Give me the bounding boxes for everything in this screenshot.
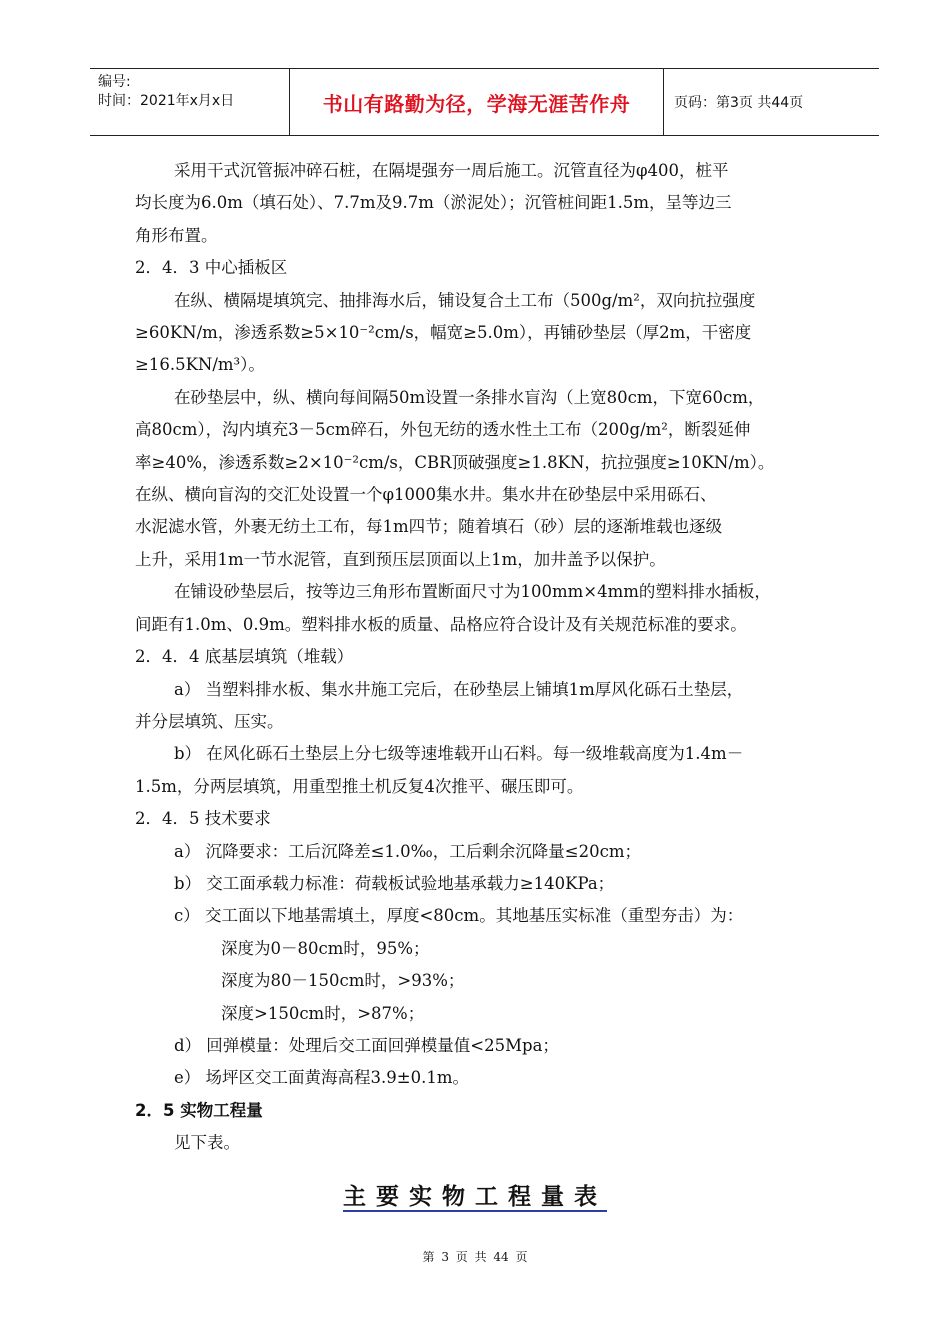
- paragraph-line: 在纵、横向盲沟的交汇处设置一个φ1000集水井。集水井在砂垫层中采用砾石、: [135, 485, 717, 505]
- paragraph-line: 率≥40%，渗透系数≥2×10⁻²cm/s，CBR顶破强度≥1.8KN，抗拉强度≥10KN/m）。: [135, 452, 775, 472]
- paragraph-line: 深度为80－150cm时，>93%；: [221, 971, 465, 991]
- page-footer: 第 3 页 共 44 页: [422, 1250, 528, 1264]
- paragraph-line: 见下表。: [174, 1133, 240, 1153]
- table-title: [0, 1178, 950, 1211]
- paragraph-line: b） 交工面承载力标准：荷载板试验地基承载力≥140KPa；: [174, 873, 615, 893]
- page-header: [90, 68, 879, 136]
- time-label: 时间：2021年x月x日: [98, 93, 235, 109]
- paragraph-line: 高80cm），沟内填充3－5cm碎石，外包无纺的透水性土工布（200g/m²，断裂延伸: [135, 420, 751, 440]
- paragraph-line: ≥16.5KN/m³）。: [135, 355, 265, 375]
- paragraph-line: 采用干式沉管振冲碎石桩，在隔堤强夯一周后施工。沉管直径为φ400，桩平: [174, 161, 729, 180]
- paragraph-line: 在铺设砂垫层后，按等边三角形布置断面尺寸为100mm×4mm的塑料排水插板，: [174, 582, 771, 602]
- paragraph-line: c） 交工面以下地基需填土，厚度<80cm。其地基压实标准（重型夯击）为：: [174, 906, 744, 926]
- paragraph-line: 在砂垫层中，纵、横向每间隔50m设置一条排水盲沟（上宽80cm，下宽60cm，: [174, 387, 765, 407]
- table-title-text: 主要实物工程量表: [343, 1184, 607, 1210]
- paragraph-line: 间距有1.0m、0.9m。塑料排水板的质量、品格应符合设计及有关规范标准的要求。: [135, 614, 747, 634]
- paragraph-line: b） 在风化砾石土垫层上分七级等速堆载开山石料。每一级堆载高度为1.4m－: [174, 744, 744, 764]
- paragraph-line: 1.5m，分两层填筑，用重型推土机反复4次推平、碾压即可。: [135, 776, 584, 796]
- paragraph-line: a） 当塑料排水板、集水井施工完后，在砂垫层上铺填1m厚风化砾石土垫层，: [174, 679, 744, 699]
- paragraph-line: d） 回弹模量：处理后交工面回弹模量值<25Mpa；: [174, 1035, 559, 1055]
- paragraph-line: 在纵、横隔堤填筑完、抽排海水后，铺设复合土工布（500g/m²，双向抗拉强度: [174, 290, 756, 310]
- header-page-info: 页码：第3页 共44页: [674, 95, 804, 111]
- paragraph-line: 水泥滤水管，外裹无纺土工布，每1m四节；随着填石（砂）层的逐渐堆载也逐级: [135, 517, 723, 537]
- paragraph-line: ≥60KN/m，渗透系数≥5×10⁻²cm/s，幅宽≥5.0m），再铺砂垫层（厚2m，干密度: [135, 323, 752, 343]
- paragraph-line: 上升，采用1m一节水泥管，直到预压层顶面以上1m，加井盖予以保护。: [135, 549, 666, 569]
- document-body: [135, 155, 845, 1160]
- paragraph-line: e） 场坪区交工面黄海高程3.9±0.1m。: [174, 1068, 469, 1088]
- paragraph-line: 并分层填筑、压实。: [135, 711, 284, 731]
- number-label: 编号:: [98, 74, 131, 90]
- paragraph-line: 2．4．5 技术要求: [135, 809, 271, 829]
- paragraph-line: 2．5 实物工程量: [135, 1100, 263, 1120]
- paragraph-line: 均长度为6.0m（填石处）、7.7m及9.7m（淤泥处）；沉管桩间距1.5m，呈等边三: [135, 193, 732, 213]
- paragraph-line: 2．4．3 中心插板区: [135, 258, 288, 278]
- paragraph-line: 深度>150cm时，>87%；: [221, 1003, 425, 1023]
- header-meta: [90, 69, 290, 135]
- paragraph-line: a） 沉降要求：工后沉降差≤1.0‰，工后剩余沉降量≤20cm；: [174, 841, 641, 861]
- header-motto: 书山有路勤为径，学海无涯苦作舟: [290, 69, 664, 135]
- paragraph-line: 2．4．4 底基层填筑（堆载）: [135, 647, 354, 667]
- paragraph-line: 深度为0－80cm时，95%；: [221, 938, 430, 958]
- paragraph-line: 角形布置。: [135, 225, 218, 245]
